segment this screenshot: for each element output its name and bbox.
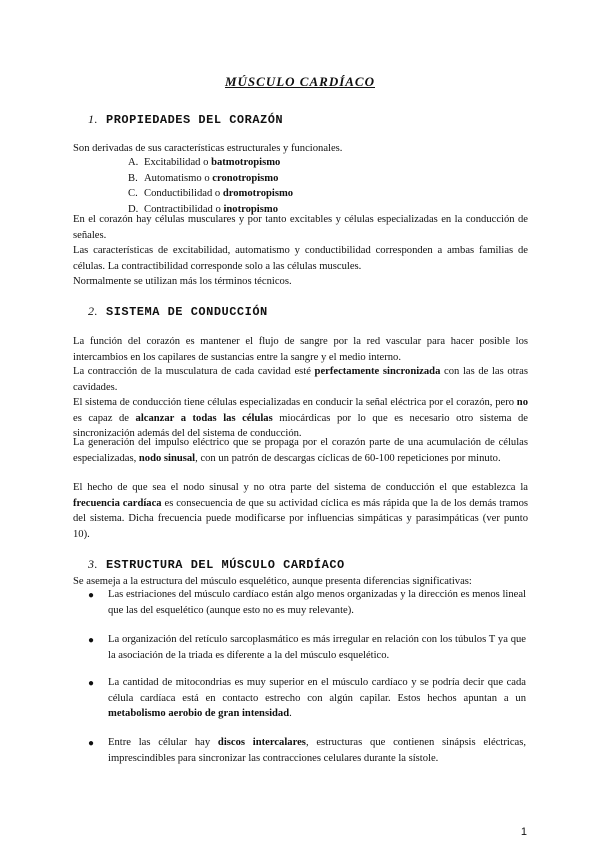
section-1-number: 1. xyxy=(88,112,98,126)
list-item: B. Automatismo o cronotropismo xyxy=(128,172,279,184)
bullet-icon: ● xyxy=(88,635,95,646)
paragraph: El hecho de que sea el nodo sinusal y no otra parte del sistema de conducción el que establezca la frecuencia cardíaca es consecuencia de que su actividad cíclica es más rápida que la de los demás tramos del sistema. Dicha frecuencia puede modificarse por influencias simpáticas y parasimpáticas (ver punto 10). xyxy=(73,482,528,540)
section-1-heading xyxy=(88,112,283,127)
section-3-heading xyxy=(88,557,345,572)
section-3-intro: Se asemeja a la estructura del músculo esquelético, aunque presenta diferencias significativas: xyxy=(73,576,472,587)
paragraph: Las características de excitabilidad, automatismo y conductibilidad corresponden a ambas familias de células. La contractibilidad corresponde solo a las células muscules. xyxy=(73,245,528,272)
bullet-item: La organización del retículo sarcoplasmático es más irregular en relación con los túbulos T ya que la asociación de la triada es diferente a la del músculo esquelético. xyxy=(108,634,526,661)
bullet-item: La cantidad de mitocondrias es muy superior en el músculo cardíaco y se podría decir que cada célula cardíaca está en contacto estrecho con algún capilar. Estos hechos apuntan a un metabolismo aerobio de gran intensidad. xyxy=(108,677,526,719)
paragraph: El sistema de conducción tiene células especializadas en conducir la señal eléctrica por el corazón, pero no es capaz de alcanzar a todas las células miocárdicas por lo que es necesario otro sistema de sincronización además del del sistema de conducción. xyxy=(73,397,528,439)
section-2-number: 2. xyxy=(88,304,98,318)
bullet-item: Las estriaciones del músculo cardíaco están algo menos organizadas y la dirección es menos lineal que las del esquelético (aunque esto no es muy relevante). xyxy=(108,589,526,616)
section-2-heading xyxy=(88,304,268,319)
document-title: MÚSCULO CARDÍACO xyxy=(224,74,375,89)
section-2-title: SISTEMA DE CONDUCCIÓN xyxy=(106,305,268,319)
page-number: 1 xyxy=(520,826,527,838)
section-3-title: ESTRUCTURA DEL MÚSCULO CARDÍACO xyxy=(106,558,345,572)
properties-list xyxy=(128,155,293,217)
bullet-item: Entre las célular hay discos intercalares, estructuras que contienen sinápsis eléctricas, imprescindibles para sincronizar las contracciones celulares durante la sístole. xyxy=(108,737,526,764)
section-3-number: 3. xyxy=(88,557,98,571)
bullet-icon: ● xyxy=(88,678,95,689)
list-item: D. Contractibilidad o inotropismo xyxy=(128,203,278,215)
list-item: A. Excitabilidad o batmotropismo xyxy=(128,157,281,168)
paragraph: La función del corazón es mantener el flujo de sangre por la red vascular para hacer posible los intercambios en los capilares de sustancias entre la sangre y el medio interno. xyxy=(73,336,528,363)
section-1-title: PROPIEDADES DEL CORAZÓN xyxy=(106,113,284,127)
paragraph: Normalmente se utilizan más los términos técnicos. xyxy=(73,276,292,287)
section-1-intro: Son derivadas de sus características estructurales y funcionales. xyxy=(73,143,343,154)
bullet-icon: ● xyxy=(88,590,95,601)
paragraph: En el corazón hay células musculares y por tanto excitables y células especializadas en la conducción de señales. xyxy=(73,214,528,241)
bullet-icon: ● xyxy=(88,738,95,749)
list-item: C. Conductibilidad o dromotropismo xyxy=(128,188,294,200)
paragraph: La generación del impulso eléctrico que se propaga por el corazón parte de una acumulación de células especializadas, nodo sinusal, con un patrón de descargas cíclicas de 60-100 repeticiones por minuto. xyxy=(73,437,528,464)
paragraph: La contracción de la musculatura de cada cavidad esté perfectamente sincronizada con las de las otras cavidades. xyxy=(73,366,528,393)
